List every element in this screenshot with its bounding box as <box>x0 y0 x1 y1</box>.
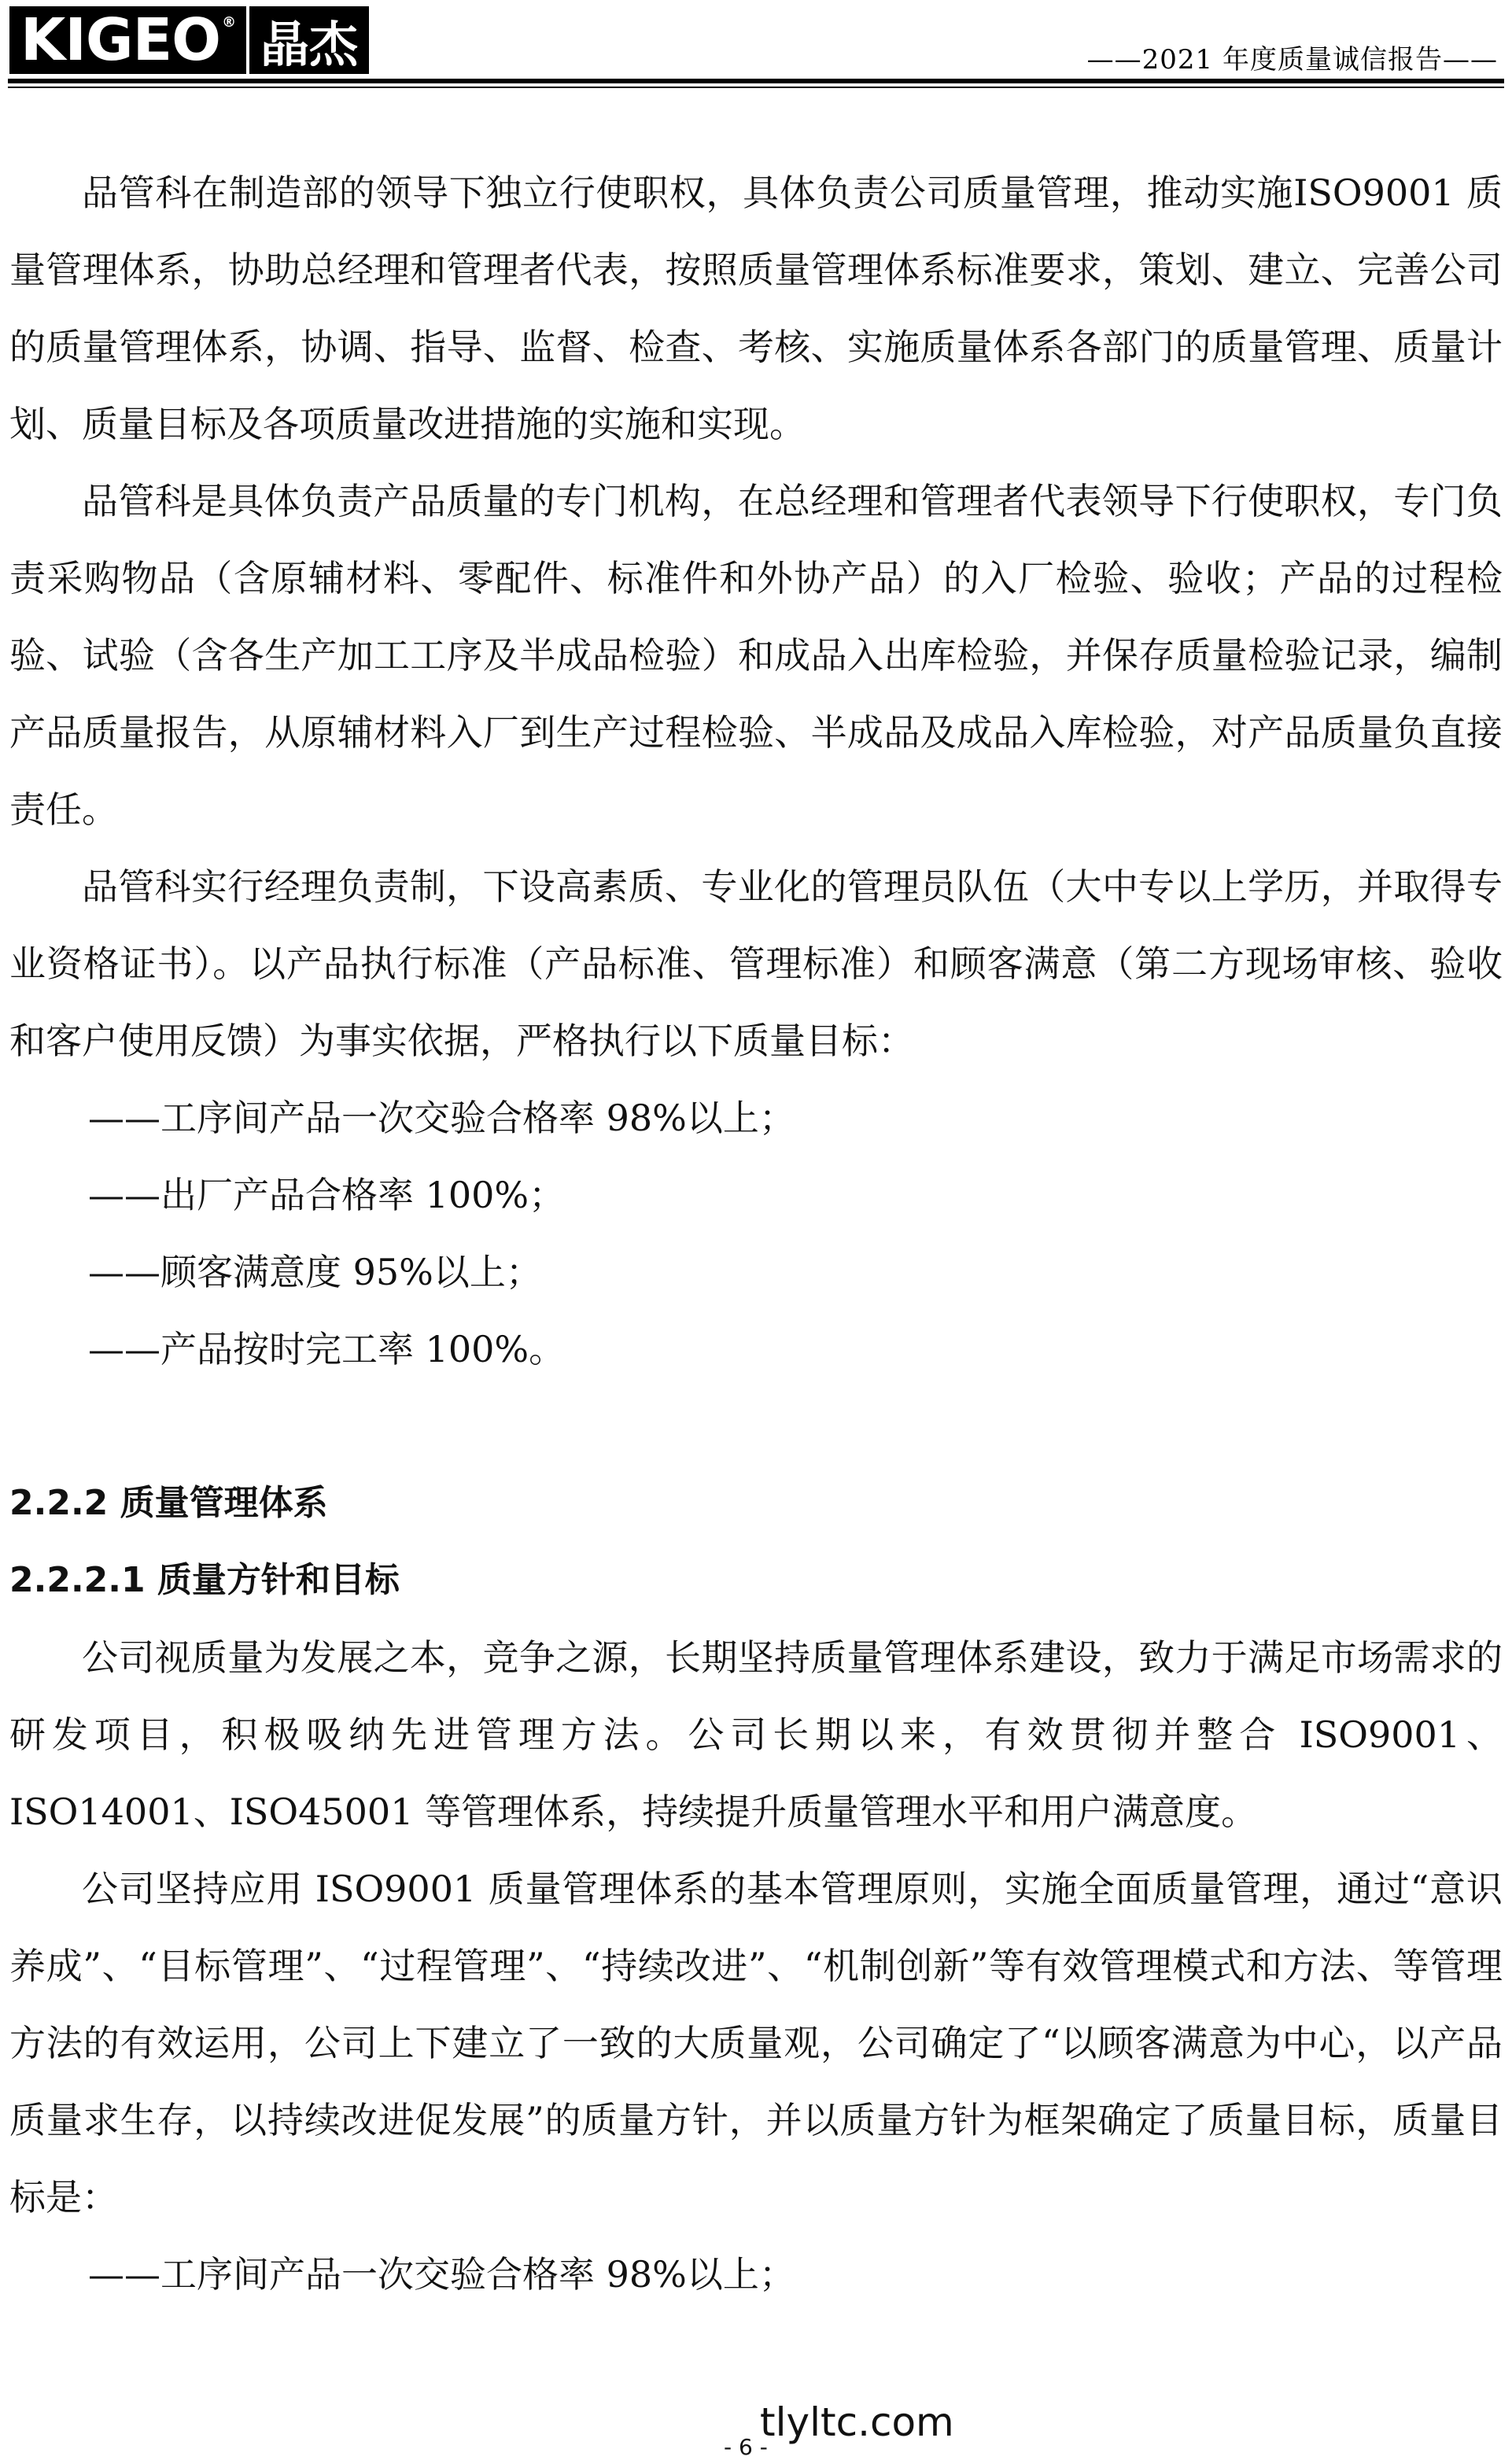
company-logo <box>9 6 369 74</box>
section-heading: 2.2.2 质量管理体系 <box>9 1483 328 1523</box>
report-title: ——2021 年度质量诚信报告—— <box>1086 44 1498 76</box>
quality-target-item: ——顾客满意度 95%以上； <box>88 1251 542 1293</box>
subsection-heading: 2.2.2.1 质量方针和目标 <box>9 1560 400 1600</box>
page-number: - 6 - <box>724 2434 768 2460</box>
body-content <box>9 154 1503 2313</box>
section-spacer <box>9 1388 1503 1465</box>
page-header <box>0 0 1512 94</box>
paragraph-quality-dept-structure: 品管科实行经理负责制，下设高素质、专业化的管理员队伍（大中专以上学历，并取得专业资格证书）。以产品执行标准（产品标准、管理标准）和顾客满意（第二方现场审核、验收和客户使用反馈）为事实依据，严格执行以下质量目标： <box>9 865 1503 1062</box>
quality-target-item: ——出厂产品合格率 100%； <box>88 1174 566 1216</box>
logo-chinese: 晶杰 <box>249 6 369 74</box>
header-rule-thin <box>8 87 1504 88</box>
quality-target-item: ——产品按时完工率 100%。 <box>88 1328 566 1370</box>
logo-text: KIGEO <box>20 6 221 74</box>
quality-goal-item: ——工序间产品一次交验合格率 98%以上； <box>88 2253 795 2296</box>
watermark-text: tlyltc.com <box>760 2399 954 2445</box>
paragraph-quality-dept-duties: 品管科是具体负责产品质量的专门机构，在总经理和管理者代表领导下行使职权，专门负责采购物品（含原辅材料、零配件、标准件和外协产品）的入厂检验、验收；产品的过程检验、试验（含各生产加工工序及半成品检验）和成品入出库检验，并保存质量检验记录，编制产品质量报告，从原辅材料入厂到生产过程检验、半成品及成品入库检验，对产品质量负直接责任。 <box>9 480 1503 831</box>
quality-target-item: ——工序间产品一次交验合格率 98%以上； <box>88 1097 795 1139</box>
paragraph-quality-dept-role: 品管科在制造部的领导下独立行使职权，具体负责公司质量管理，推动实施ISO9001 质量管理体系，协助总经理和管理者代表，按照质量管理体系标准要求，策划、建立、完善公司的质量管理体系，协调、指导、监督、检查、考核、实施质量体系各部门的质量管理、质量计划、质量目标及各项质量改进措施的实施和实现。 <box>9 171 1503 445</box>
logo-registered-mark: ® <box>222 14 236 31</box>
header-rule-thick <box>8 79 1504 83</box>
paragraph-quality-policy: 公司坚持应用 ISO9001 质量管理体系的基本管理原则，实施全面质量管理，通过“意识养成”、“目标管理”、“过程管理”、“持续改进”、“机制创新”等有效管理模式和方法、等管理方法的有效运用，公司上下建立了一致的大质量观，公司确定了“以顾客满意为中心，以产品质量求生存，以持续改进促发展”的质量方针，并以质量方针为框架确定了质量目标，质量目标是： <box>9 1868 1503 2218</box>
paragraph-quality-policy-intro: 公司视质量为发展之本，竞争之源，长期坚持质量管理体系建设，致力于满足市场需求的研发项目，积极吸纳先进管理方法。公司长期以来，有效贯彻并整合 ISO9001、ISO14001、ISO45001 等管理体系，持续提升质量管理水平和用户满意度。 <box>9 1636 1503 1833</box>
logo-latin <box>9 6 246 74</box>
